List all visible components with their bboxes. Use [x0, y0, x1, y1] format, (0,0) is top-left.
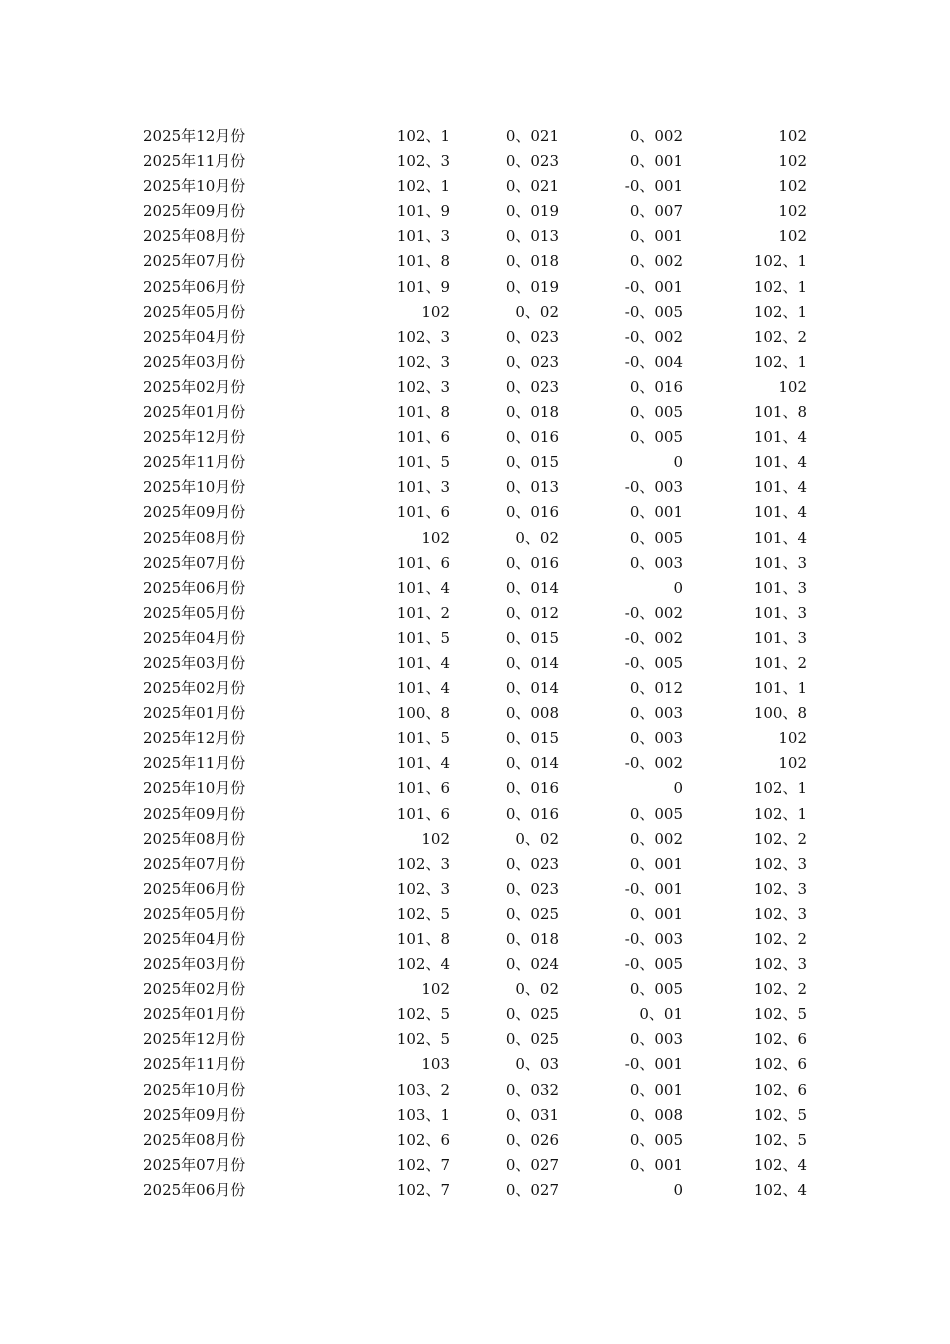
table-row	[143, 626, 808, 651]
value-cell-1: 101、9	[396, 277, 450, 296]
value-cell-4: 101、3	[753, 553, 807, 572]
table-row	[143, 802, 808, 827]
value-cell-2: 0、014	[505, 653, 559, 672]
month-cell: 2025年08月份	[143, 829, 246, 848]
value-cell-2: 0、016	[505, 428, 559, 447]
value-cell-2: 0、016	[505, 779, 559, 798]
month-cell: 2025年08月份	[143, 1130, 246, 1149]
value-cell-3: 0	[673, 779, 683, 798]
value-cell-4: 102、2	[753, 829, 807, 848]
value-cell-2: 0、027	[505, 1155, 559, 1174]
value-cell-4: 102、1	[753, 277, 807, 296]
month-cell: 2025年04月份	[143, 327, 246, 346]
table-row	[143, 1078, 808, 1103]
value-cell-4: 102、1	[753, 804, 807, 823]
value-cell-2: 0、015	[505, 453, 559, 472]
month-cell: 2025年03月份	[143, 653, 246, 672]
value-cell-4: 101、3	[753, 628, 807, 647]
value-cell-2: 0、013	[505, 227, 559, 246]
table-row	[143, 902, 808, 927]
month-cell: 2025年12月份	[143, 1030, 246, 1049]
value-cell-3: -0、005	[624, 653, 683, 672]
month-cell: 2025年12月份	[143, 127, 246, 145]
value-cell-4: 101、4	[753, 478, 807, 497]
table-row	[143, 576, 808, 601]
value-cell-3: -0、001	[624, 1055, 683, 1074]
value-cell-4: 102、2	[753, 930, 807, 948]
table-row	[143, 551, 808, 576]
value-cell-3: 0、005	[629, 1130, 683, 1149]
table-row	[143, 275, 808, 300]
value-cell-2: 0、02	[515, 829, 559, 848]
value-cell-4: 102、1	[753, 252, 807, 271]
value-cell-4: 102、5	[753, 1005, 807, 1024]
value-cell-3: 0、003	[629, 553, 683, 572]
value-cell-1: 101、6	[396, 503, 450, 522]
value-cell-1: 102	[421, 980, 450, 999]
value-cell-4: 102、6	[753, 1055, 807, 1074]
value-cell-4: 102、5	[753, 1105, 807, 1124]
month-cell: 2025年04月份	[143, 930, 246, 948]
value-cell-2: 0、016	[505, 503, 559, 522]
value-cell-2: 0、013	[505, 478, 559, 497]
value-cell-3: 0、005	[629, 804, 683, 823]
value-cell-1: 101、4	[396, 679, 450, 698]
value-cell-3: 0、001	[629, 1155, 683, 1174]
value-cell-3: -0、002	[624, 754, 683, 773]
value-cell-2: 0、023	[505, 327, 559, 346]
month-cell: 2025年09月份	[143, 503, 246, 522]
table-row	[143, 1153, 808, 1178]
month-cell: 2025年05月份	[143, 302, 246, 321]
value-cell-4: 101、4	[753, 453, 807, 472]
table-row	[143, 400, 808, 425]
month-cell: 2025年07月份	[143, 854, 246, 873]
value-cell-4: 102	[778, 127, 807, 145]
value-cell-3: -0、003	[624, 930, 683, 948]
table-row	[143, 425, 808, 450]
value-cell-3: 0、001	[629, 1080, 683, 1099]
month-cell: 2025年05月份	[143, 904, 246, 923]
value-cell-1: 101、4	[396, 653, 450, 672]
value-cell-2: 0、02	[515, 980, 559, 999]
month-cell: 2025年01月份	[143, 1005, 246, 1024]
value-cell-4: 102、1	[753, 779, 807, 798]
value-cell-1: 101、4	[396, 578, 450, 597]
value-cell-1: 101、6	[396, 804, 450, 823]
value-cell-3: 0	[673, 1180, 683, 1199]
value-cell-1: 102	[421, 528, 450, 547]
table-row	[143, 1027, 808, 1052]
value-cell-1: 101、3	[396, 478, 450, 497]
value-cell-3: 0、016	[629, 377, 683, 396]
month-cell: 2025年11月份	[143, 453, 246, 472]
value-cell-1: 103、1	[396, 1105, 450, 1124]
value-cell-4: 101、8	[753, 403, 807, 422]
value-cell-3: 0、002	[629, 829, 683, 848]
table-row	[143, 249, 808, 274]
value-cell-2: 0、021	[505, 127, 559, 145]
value-cell-3: -0、002	[624, 327, 683, 346]
value-cell-2: 0、016	[505, 804, 559, 823]
value-cell-2: 0、015	[505, 729, 559, 748]
value-cell-3: -0、001	[624, 177, 683, 196]
value-cell-1: 101、8	[396, 403, 450, 422]
table-row	[143, 751, 808, 776]
month-cell: 2025年06月份	[143, 578, 246, 597]
value-cell-3: 0、005	[629, 428, 683, 447]
value-cell-2: 0、018	[505, 930, 559, 948]
value-cell-4: 102	[778, 729, 807, 748]
month-cell: 2025年10月份	[143, 1080, 246, 1099]
month-cell: 2025年12月份	[143, 428, 246, 447]
value-cell-3: 0、01	[639, 1005, 683, 1024]
value-cell-3: -0、002	[624, 628, 683, 647]
table-row	[143, 224, 808, 249]
value-cell-1: 102、3	[396, 352, 450, 371]
table-row	[143, 601, 808, 626]
value-cell-2: 0、014	[505, 679, 559, 698]
value-cell-3: 0、007	[629, 202, 683, 221]
table-row	[143, 124, 808, 149]
value-cell-3: -0、005	[624, 302, 683, 321]
value-cell-3: -0、001	[624, 277, 683, 296]
value-cell-2: 0、023	[505, 377, 559, 396]
table-row	[143, 475, 808, 500]
month-cell: 2025年06月份	[143, 879, 246, 898]
value-cell-1: 102	[421, 302, 450, 321]
month-cell: 2025年08月份	[143, 227, 246, 246]
month-cell: 2025年09月份	[143, 804, 246, 823]
value-cell-4: 101、3	[753, 603, 807, 622]
value-cell-4: 102	[778, 202, 807, 221]
value-cell-2: 0、025	[505, 904, 559, 923]
value-cell-3: 0、012	[629, 679, 683, 698]
month-cell: 2025年07月份	[143, 553, 246, 572]
value-cell-4: 102、1	[753, 352, 807, 371]
value-cell-1: 102、6	[396, 1130, 450, 1149]
value-cell-2: 0、03	[515, 1055, 559, 1074]
table-row	[143, 852, 808, 877]
value-cell-1: 102、1	[396, 127, 450, 145]
table-row	[143, 827, 808, 852]
month-cell: 2025年11月份	[143, 152, 246, 171]
value-cell-1: 102、7	[396, 1180, 450, 1199]
month-cell: 2025年02月份	[143, 679, 246, 698]
value-cell-4: 100、8	[753, 704, 807, 723]
table-row	[143, 300, 808, 325]
value-cell-1: 101、6	[396, 553, 450, 572]
value-cell-2: 0、019	[505, 202, 559, 221]
value-cell-1: 102、3	[396, 854, 450, 873]
value-cell-2: 0、008	[505, 704, 559, 723]
value-cell-1: 101、6	[396, 779, 450, 798]
value-cell-3: 0、001	[629, 904, 683, 923]
month-cell: 2025年02月份	[143, 377, 246, 396]
table-row	[143, 325, 808, 350]
table-row	[143, 526, 808, 551]
month-cell: 2025年02月份	[143, 980, 246, 999]
month-cell: 2025年08月份	[143, 528, 246, 547]
value-cell-4: 102、2	[753, 980, 807, 999]
value-cell-4: 101、2	[753, 653, 807, 672]
value-cell-1: 102、3	[396, 377, 450, 396]
value-cell-2: 0、027	[505, 1180, 559, 1199]
value-cell-3: -0、003	[624, 478, 683, 497]
value-cell-4: 102、4	[753, 1155, 807, 1174]
value-cell-3: 0	[673, 453, 683, 472]
value-cell-2: 0、015	[505, 628, 559, 647]
table-row	[143, 375, 808, 400]
value-cell-3: 0、005	[629, 403, 683, 422]
table-row	[143, 199, 808, 224]
value-cell-1: 101、6	[396, 428, 450, 447]
value-cell-2: 0、032	[505, 1080, 559, 1099]
value-cell-4: 101、4	[753, 428, 807, 447]
value-cell-2: 0、025	[505, 1030, 559, 1049]
value-cell-3: 0、001	[629, 503, 683, 522]
value-cell-4: 101、4	[753, 503, 807, 522]
value-cell-2: 0、018	[505, 403, 559, 422]
value-cell-3: 0、005	[629, 980, 683, 999]
month-cell: 2025年09月份	[143, 202, 246, 221]
value-cell-2: 0、024	[505, 955, 559, 974]
value-cell-4: 102、3	[753, 879, 807, 898]
value-cell-1: 101、3	[396, 227, 450, 246]
table-row	[143, 952, 808, 977]
month-cell: 2025年04月份	[143, 628, 246, 647]
value-cell-3: 0、001	[629, 854, 683, 873]
value-cell-4: 102、3	[753, 854, 807, 873]
value-cell-4: 102、3	[753, 955, 807, 974]
value-cell-1: 101、4	[396, 754, 450, 773]
month-cell: 2025年10月份	[143, 177, 246, 196]
month-cell: 2025年06月份	[143, 1180, 246, 1199]
month-cell: 2025年12月份	[143, 729, 246, 748]
value-cell-4: 101、3	[753, 578, 807, 597]
table-row	[143, 1002, 808, 1027]
value-cell-3: 0、003	[629, 729, 683, 748]
value-cell-2: 0、02	[515, 528, 559, 547]
value-cell-3: 0、003	[629, 1030, 683, 1049]
table-row	[143, 149, 808, 174]
value-cell-4: 102、3	[753, 904, 807, 923]
month-cell: 2025年10月份	[143, 478, 246, 497]
value-cell-1: 101、8	[396, 930, 450, 948]
value-cell-3: 0、003	[629, 704, 683, 723]
value-cell-3: -0、005	[624, 955, 683, 974]
value-cell-1: 101、2	[396, 603, 450, 622]
month-cell: 2025年11月份	[143, 754, 246, 773]
value-cell-2: 0、014	[505, 578, 559, 597]
table-row	[143, 676, 808, 701]
value-cell-1: 100、8	[396, 704, 450, 723]
value-cell-4: 102	[778, 177, 807, 196]
value-cell-2: 0、019	[505, 277, 559, 296]
month-cell: 2025年09月份	[143, 1105, 246, 1124]
month-cell: 2025年10月份	[143, 779, 246, 798]
table-row	[143, 977, 808, 1002]
table-row	[143, 1103, 808, 1128]
table-row	[143, 726, 808, 751]
value-cell-1: 103、2	[396, 1080, 450, 1099]
value-cell-1: 101、8	[396, 252, 450, 271]
table-row	[143, 450, 808, 475]
value-cell-4: 101、1	[753, 679, 807, 698]
table-row	[143, 174, 808, 199]
table-row	[143, 350, 808, 375]
value-cell-4: 101、4	[753, 528, 807, 547]
value-cell-3: 0、001	[629, 227, 683, 246]
value-cell-2: 0、023	[505, 854, 559, 873]
table-row	[143, 651, 808, 676]
value-cell-3: -0、001	[624, 879, 683, 898]
value-cell-4: 102	[778, 152, 807, 171]
value-cell-2: 0、018	[505, 252, 559, 271]
value-cell-3: 0、002	[629, 127, 683, 145]
value-cell-3: 0、005	[629, 528, 683, 547]
value-cell-1: 102、4	[396, 955, 450, 974]
value-cell-1: 102、1	[396, 177, 450, 196]
value-cell-4: 102、6	[753, 1030, 807, 1049]
value-cell-1: 102、3	[396, 152, 450, 171]
value-cell-1: 101、5	[396, 453, 450, 472]
value-cell-2: 0、023	[505, 352, 559, 371]
monthly-data-table	[143, 124, 808, 1203]
value-cell-3: 0、001	[629, 152, 683, 171]
value-cell-3: -0、004	[624, 352, 683, 371]
table-row	[143, 927, 808, 952]
value-cell-2: 0、014	[505, 754, 559, 773]
value-cell-1: 101、5	[396, 628, 450, 647]
value-cell-3: 0、008	[629, 1105, 683, 1124]
value-cell-1: 103	[421, 1055, 450, 1074]
table-row	[143, 1178, 808, 1203]
table-row	[143, 1052, 808, 1077]
value-cell-2: 0、023	[505, 879, 559, 898]
table-row	[143, 1128, 808, 1153]
month-cell: 2025年11月份	[143, 1055, 246, 1074]
value-cell-4: 102	[778, 754, 807, 773]
month-cell: 2025年01月份	[143, 704, 246, 723]
value-cell-2: 0、02	[515, 302, 559, 321]
table-row	[143, 776, 808, 801]
month-cell: 2025年03月份	[143, 352, 246, 371]
value-cell-1: 102、7	[396, 1155, 450, 1174]
value-cell-4: 102、6	[753, 1080, 807, 1099]
value-cell-4: 102、1	[753, 302, 807, 321]
value-cell-2: 0、016	[505, 553, 559, 572]
table-row	[143, 701, 808, 726]
value-cell-1: 102、3	[396, 879, 450, 898]
value-cell-3: 0、002	[629, 252, 683, 271]
value-cell-1: 102、3	[396, 327, 450, 346]
value-cell-2: 0、025	[505, 1005, 559, 1024]
value-cell-2: 0、012	[505, 603, 559, 622]
value-cell-1: 102、5	[396, 1030, 450, 1049]
value-cell-1: 101、5	[396, 729, 450, 748]
value-cell-3: 0	[673, 578, 683, 597]
month-cell: 2025年07月份	[143, 252, 246, 271]
value-cell-4: 102	[778, 377, 807, 396]
value-cell-1: 102、5	[396, 904, 450, 923]
value-cell-4: 102、5	[753, 1130, 807, 1149]
value-cell-4: 102、4	[753, 1180, 807, 1199]
table-row	[143, 500, 808, 525]
value-cell-2: 0、021	[505, 177, 559, 196]
value-cell-2: 0、023	[505, 152, 559, 171]
value-cell-4: 102、2	[753, 327, 807, 346]
month-cell: 2025年03月份	[143, 955, 246, 974]
month-cell: 2025年06月份	[143, 277, 246, 296]
month-cell: 2025年05月份	[143, 603, 246, 622]
value-cell-1: 102	[421, 829, 450, 848]
value-cell-1: 102、5	[396, 1005, 450, 1024]
value-cell-1: 101、9	[396, 202, 450, 221]
value-cell-2: 0、026	[505, 1130, 559, 1149]
table-row	[143, 877, 808, 902]
month-cell: 2025年01月份	[143, 403, 246, 422]
value-cell-4: 102	[778, 227, 807, 246]
value-cell-2: 0、031	[505, 1105, 559, 1124]
value-cell-3: -0、002	[624, 603, 683, 622]
month-cell: 2025年07月份	[143, 1155, 246, 1174]
